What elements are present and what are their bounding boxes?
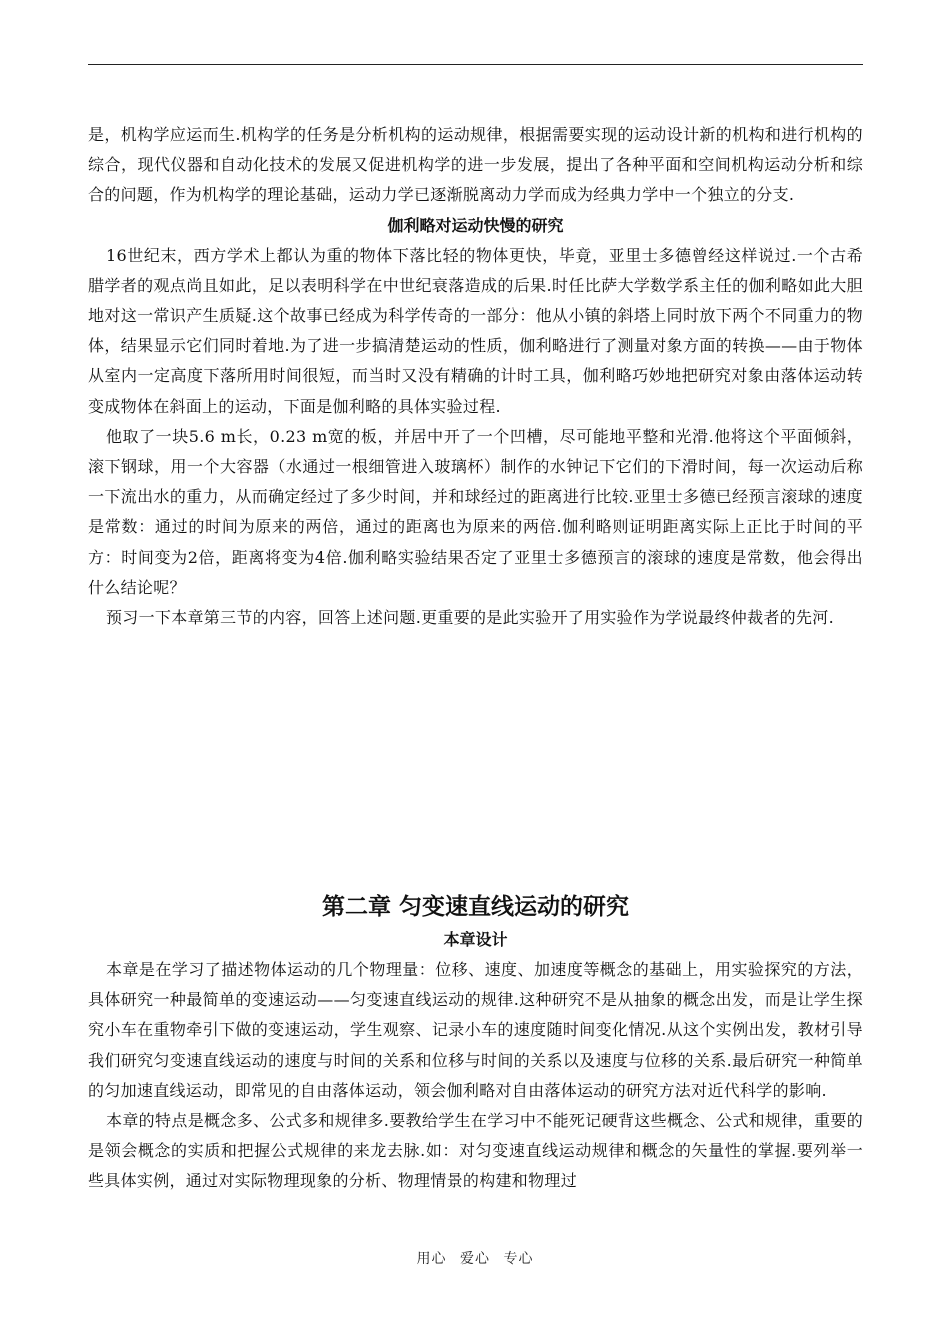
continued-paragraph: 是，机构学应运而生.机构学的任务是分析机构的运动规律，根据需要实现的运动设计新的机构和进行机构的综合，现代仪器和自动化技术的发展又促进机构学的进一步发展，提出了各种平面和空间机构运动分析和综合的问题，作为机构学的理论基础，运动力学已逐渐脱离动力学而成为经典力学中一个独立的分支. xyxy=(88,125,863,205)
section-title-galileo: 伽利略对运动快慢的研究 xyxy=(387,215,564,235)
chapter-design-title: 本章设计 xyxy=(443,930,508,949)
header-rule xyxy=(88,64,863,65)
page-footer: 用心 爱心 专心 xyxy=(416,1251,534,1267)
chapter-paragraph-1: 本章是在学习了描述物体运动的几个物理量：位移、速度、加速度等概念的基础上，用实验探究的方法，具体研究一种最简单的变速运动——匀变速直线运动的规律.这种研究不是从抽象的概念出发，而是让学生探究小车在重物牵引下做的变速运动，学生观察、记录小车的速度随时间变化情况.从这个实例出发，教材引导我们研究匀变速直线运动的速度与时间的关系和位移与时间的关系以及速度与位移的关系.最后研究一种简单的匀加速直线运动，即常见的自由落体运动，领会伽利略对自由落体运动的研究方法对近代科学的影响. xyxy=(88,960,863,1100)
page-content-top xyxy=(88,120,863,633)
galileo-paragraph-3: 预习一下本章第三节的内容，回答上述问题.更重要的是此实验开了用实验作为学说最终仲裁者的先河. xyxy=(106,608,834,628)
chapter-paragraph-2: 本章的特点是概念多、公式多和规律多.要教给学生在学习中不能死记硬背这些概念、公式和规律，重要的是领会概念的实质和把握公式规律的来龙去脉.如：对匀变速直线运动规律和概念的矢量性的掌握.要列举一些具体实例，通过对实际物理现象的分析、物理情景的构建和物理过 xyxy=(88,1111,863,1191)
galileo-paragraph-1: 16世纪末，西方学术上都认为重的物体下落比轻的物体更快，毕竟，亚里士多德曾经这样说过.一个古希腊学者的观点尚且如此，足以表明科学在中世纪衰落造成的后果.时任比萨大学数学系主任的伽利略如此大胆地对这一常识产生质疑.这个故事已经成为科学传奇的一部分：他从小镇的斜塔上同时放下两个不同重力的物体，结果显示它们同时着地.为了进一步搞清楚运动的性质，伽利略进行了测量对象方面的转换——由于物体从室内一定高度下落所用时间很短，而当时又没有精确的计时工具，伽利略巧妙地把研究对象由落体运动转变成物体在斜面上的运动，下面是伽利略的具体实验过程. xyxy=(88,245,863,416)
chapter-title: 第二章 匀变速直线运动的研究 xyxy=(321,894,629,920)
galileo-paragraph-2: 他取了一块5.6 m长，0.23 m宽的板，并居中开了一个凹槽，尽可能地平整和光滑.他将这个平面倾斜，滚下钢球，用一个大容器（水通过一根细管进入玻璃杯）制作的水钟记下它们的下滑时间，每一次运动后称一下流出水的重力，从而确定经过了多少时间，并和球经过的距离进行比较.亚里士多德已经预言滚球的速度是常数：通过的时间为原来的两倍，通过的距离也为原来的两倍.伽利略则证明距离实际上正比于时间的平方：时间变为2倍，距离将变为4倍.伽利略实验结果否定了亚里士多德预言的滚球的速度是常数，他会得出什么结论呢？ xyxy=(88,426,863,597)
chapter-content xyxy=(88,925,863,1197)
